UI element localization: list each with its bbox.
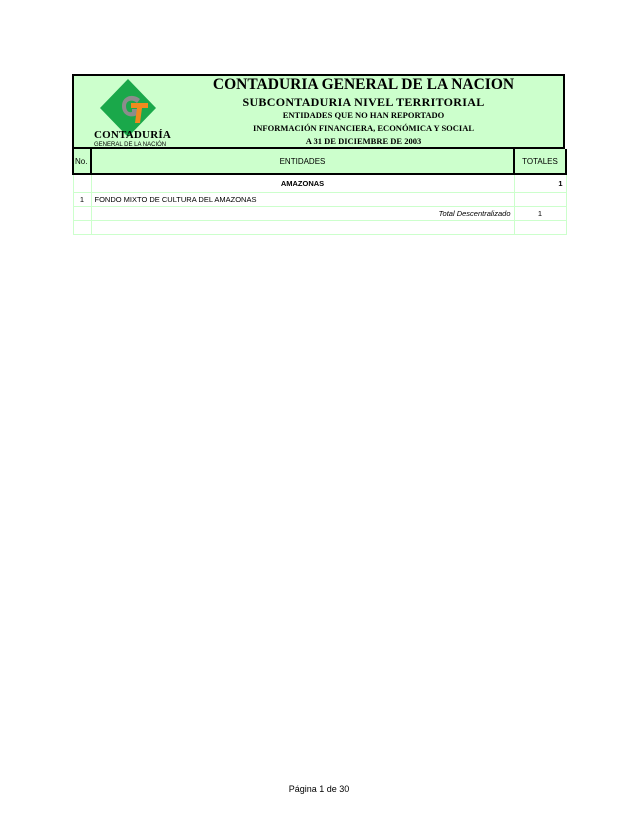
column-header-totales: TOTALES	[514, 149, 566, 174]
empty-cell	[73, 220, 91, 234]
empty-cell	[514, 192, 566, 206]
department-row	[73, 174, 566, 192]
page-number: Página 1 de 30	[288, 784, 350, 794]
entities-table	[72, 149, 567, 235]
empty-cell	[91, 220, 514, 234]
department-total: 1	[514, 174, 566, 192]
department-name: AMAZONAS	[91, 174, 514, 192]
empty-cell	[73, 174, 91, 192]
report-subtitle: SUBCONTADURIA NIVEL TERRITORIAL	[242, 95, 485, 109]
blank-row	[73, 220, 566, 234]
logo-subtext: GENERAL DE LA NACIÓN	[94, 142, 167, 148]
report-date: A 31 DE DICIEMBRE DE 2003	[305, 136, 422, 146]
report-header	[72, 74, 565, 149]
logo-text: CONTADURÍA	[94, 129, 171, 141]
entity-name: FONDO MIXTO DE CULTURA DEL AMAZONAS	[91, 192, 514, 206]
report-line-4: INFORMACIÓN FINANCIERA, ECONÓMICA Y SOCIAL	[252, 123, 475, 133]
subtotal-value: 1	[514, 206, 566, 220]
column-header-entidades: ENTIDADES	[91, 149, 514, 174]
report-title: CONTADURIA GENERAL DE LA NACION	[212, 76, 515, 93]
empty-cell	[73, 206, 91, 220]
row-index: 1	[73, 192, 91, 206]
column-header-no: No.	[73, 149, 91, 174]
report-line-3: ENTIDADES QUE NO HAN REPORTADO	[282, 110, 445, 120]
table-row	[73, 192, 566, 206]
subtotal-label: Total Descentralizado	[91, 206, 514, 220]
report-sheet	[72, 74, 565, 235]
table-header-row	[73, 149, 566, 174]
empty-cell	[514, 220, 566, 234]
subtotal-row	[73, 206, 566, 220]
